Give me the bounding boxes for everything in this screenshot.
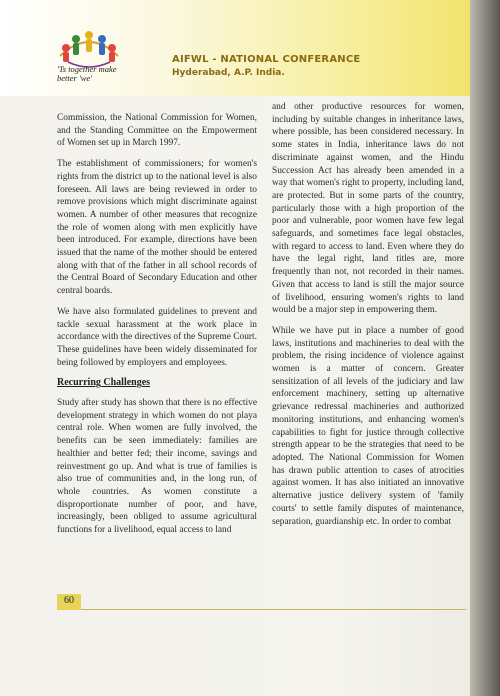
paragraph: and other productive resources for women, including by suitable changes in inheritance laws, where possible, has been considered necessary. In some states in India, inheritance laws do not discriminate against women, and the Hindu Succession Act has already been amended in a way that women's right to property, including land, are protected. But in some parts of the country, particularly those with a high proportion of the poor and vulnerable, poor women have few legal safeguards, and sometimes face legal obstacles, with regard to access to land. Even where they do have the legal right, land titles are, more frequently than not, not recorded in their names. Given that access to land is still the major source of livelihood, ensuring women's rights to land would be a major step in empowering them. <box>272 102 464 316</box>
paragraph: Commission, the National Commission for Women, and the Standing Committee on the Empowerment of Women set up in March 1997. <box>57 113 257 149</box>
paragraph: While we have put in place a number of good laws, institutions and machineries to deal with the problem, the rising incidence of violence against women is a matter of concern. Greater sensitization of all levels of the judiciary and law enforcement machinery, setting up alternative grievance redressal machineries and authorized monitoring institutions, and enhancing women's capabilities to fight for justice through collective strength appear to be the strategies that need to be adopted. The National Commission for Women has drawn public attention to cases of atrocities against women. It has also initiated an innovative alternative justice delivery system of 'family courts' to settle family disputes of maintenance, separation, guardianship etc. In order to combat <box>272 325 464 527</box>
conference-location: Hyderabad, A.P. India. <box>172 68 285 78</box>
left-column <box>57 112 257 545</box>
book-spine-shadow <box>470 0 500 696</box>
paragraph: The establishment of commissioners; for women's rights from the district up to the national level is also foreseen. All laws are being reviewed in order to remove provisions which might discriminate against women. A number of other measures that recognize the role of women along with men explicitly have been introduced. For example, directions have been issued that the name of the mother should be entered along with that of the father in all school records of the Central Board of Secondary Education and other central boards. <box>57 159 257 297</box>
section-heading: Recurring Challenges <box>57 377 151 389</box>
footer-rule <box>81 609 466 610</box>
conference-title: AIFWL - NATIONAL CONFERANCE <box>172 54 361 65</box>
header-watermark <box>300 14 460 84</box>
paragraph: We have also formulated guidelines to prevent and tackle sexual harassment at the work place in accordance with the directives of the Supreme Court. These guidelines have been widely disseminated for being followed by employers and employees. <box>57 306 257 368</box>
page-number: 60 <box>64 595 74 606</box>
paragraph: Study after study has shown that there is no effective development strategy in which women do not playa central role. When women are fully involved, the benefits can be seen immediately: families are healthier and better fed; their income, savings and reinvestment go up. And what is true of families is also true of communities and, in the long run, of whole countries. As women constitute a disproportionate number of poor, and have, increasingly, been obliged to assume agricultural functions for a livelihood, equal access to land <box>57 398 257 536</box>
logo-tagline: 'Ts together make better 'we' <box>57 64 117 83</box>
right-column <box>272 101 464 536</box>
